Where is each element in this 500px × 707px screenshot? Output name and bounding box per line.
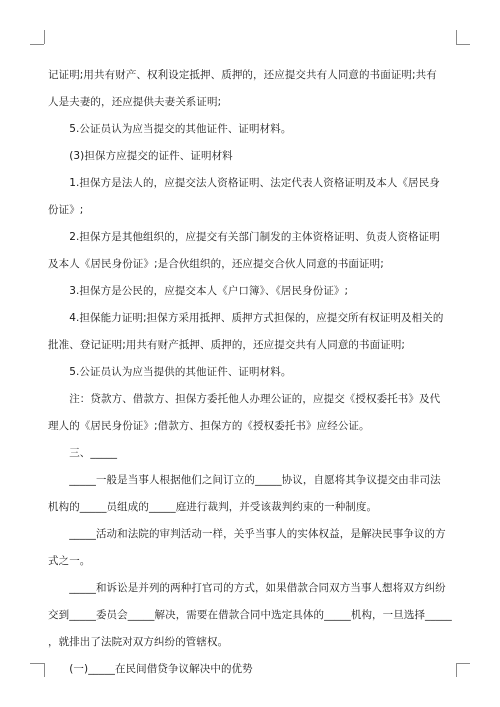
text-line: 1.担保方是法人的，应提交法人资格证明、法定代表人资格证明及本人《居民身 [48, 177, 440, 189]
subsection-heading: (一)_____在民间借贷争议解决中的优势 [48, 663, 253, 675]
text-line: 人是夫妻的，还应提供夫妻关系证明; [48, 96, 222, 108]
text-line: _____一般是当事人根据他们之间订立的_____协议，自愿将其争议提交由非司法 [48, 474, 441, 486]
text-line: 批准、登记证明;用共有财产抵押、质押的，还应提交共有人同意的书面证明; [48, 339, 406, 351]
text-line: 及本人《居民身份证》;是合伙组织的，还应提交合伙人同意的书面证明; [48, 258, 384, 270]
text-line: 机构的_____员组成的_____庭进行裁判，并受该裁判约束的一种制度。 [48, 501, 378, 513]
text-line: ，就排出了法院对双方纠纷的管辖权。 [48, 636, 229, 648]
text-line: 4.担保能力证明;担保方采用抵押、质押方式担保的，应提交所有权证明及相关的 [48, 312, 444, 324]
text-line: 3.担保方是公民的，应提交本人《户口簿》、《居民身份证》; [48, 285, 349, 297]
text-line: 2.担保方是其他组织的，应提交有关部门制发的主体资格证明、负责人资格证明 [48, 231, 440, 243]
note-line: 理人的《居民身份证》;借款方、担保方的《授权委托书》应经公证。 [48, 420, 370, 432]
text-line: _____和诉讼是并列的两种打官司的方式，如果借款合同双方当事人想将双方纠纷 [48, 582, 446, 594]
text-line: 记证明;用共有财产、权利设定抵押、质押的，还应提交共有人同意的书面证明;共有 [48, 69, 437, 81]
text-line: _____活动和法院的审判活动一样，关乎当事人的实体权益，是解决民事争议的方 [48, 528, 446, 540]
text-line: 式之一。 [48, 555, 91, 567]
section-heading: (3)担保方应提交的证件、证明材料 [48, 150, 233, 162]
text-line: 份证》; [48, 204, 84, 216]
text-line: 交到_____委员会_____解决，需要在借款合同中选定具体的_____机构，一旦选择_____ [48, 609, 452, 621]
text-line: 5.公证员认为应当提交的其他证件、证明材料。 [48, 123, 292, 135]
text-line: 5.公证员认为应当提供的其他证件、证明材料。 [48, 366, 292, 378]
note-line: 注：贷款方、借款方、担保方委托他人办理公证的，应提交《授权委托书》及代 [48, 393, 441, 405]
section-heading: 三、_____ [48, 447, 118, 459]
